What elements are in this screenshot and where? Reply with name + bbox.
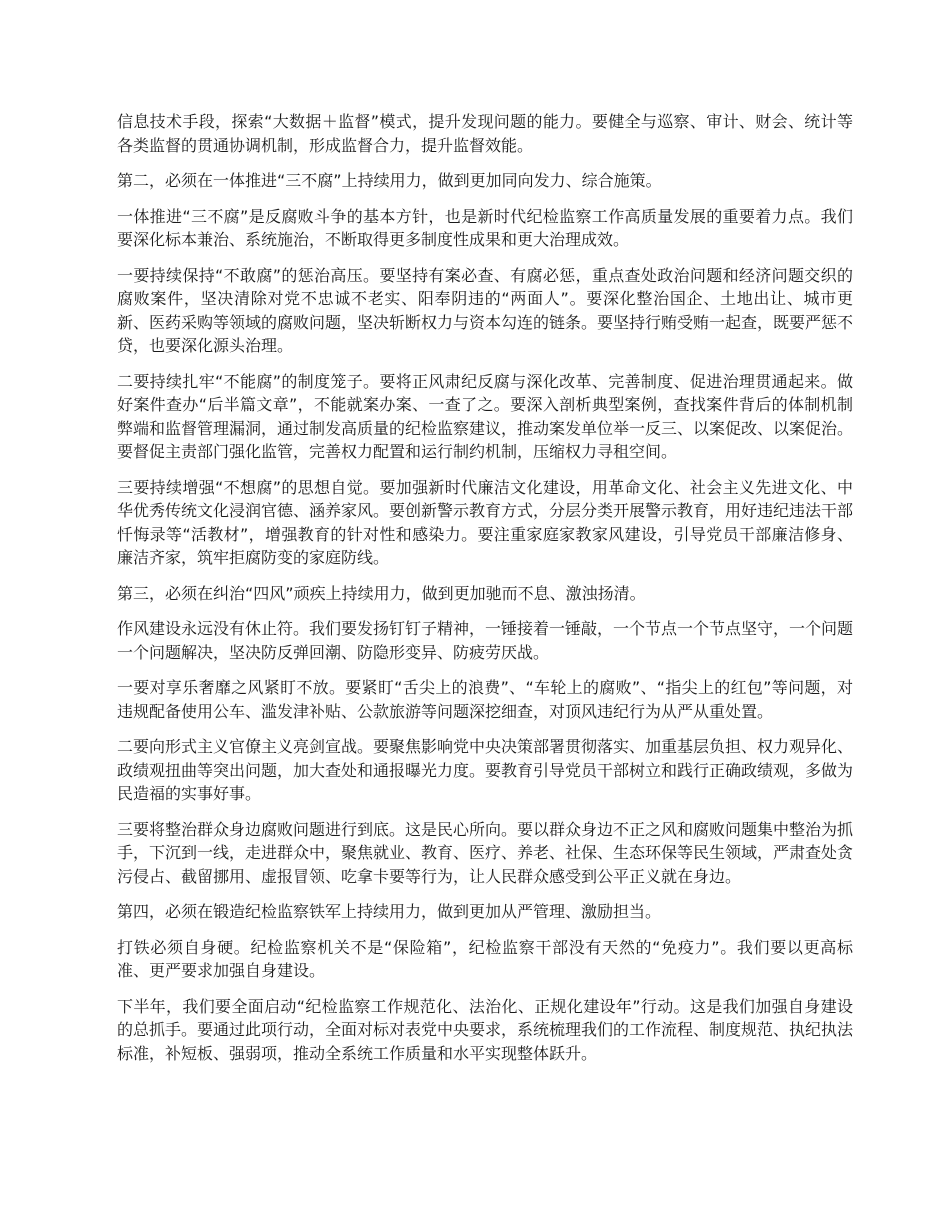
paragraph-1: 信息技术手段，探索“大数据＋监督”模式，提升发现问题的能力。要健全与巡察、审计、财会、统计等各类监督的贯通协调机制，形成监督合力，提升监督效能。 [117, 112, 853, 155]
paragraph-12: 第四，必须在锻造纪检监察铁军上持续用力，做到更加从严管理、激励担当。 [117, 902, 662, 921]
paragraph-14: 下半年，我们要全面启动“纪检监察工作规范化、法治化、正规化建设年”行动。这是我们加强自身建设的总抓手。要通过此项行动，全面对标对表党中央要求，系统梳理我们的工作流程、制度规范、执纪执法标准，补短板、强弱项，推动全系统工作质量和水平实现整体跃升。 [117, 996, 854, 1063]
paragraph-3: 一体推进“三不腐”是反腐败斗争的基本方针，也是新时代纪检监察工作高质量发展的重要着力点。我们要深化标本兼治、系统施治，不断取得更多制度性成果和更大治理成效。 [117, 206, 853, 249]
paragraph-8: 作风建设永远没有休止符。我们要发扬钉钉子精神，一锤接着一锤敲，一个节点一个节点坚守，一个问题一个问题解决，坚决防反弹回潮、防隐形变异、防疲劳厌战。 [117, 619, 854, 662]
paragraph-7: 第三，必须在纠治“四风”顽疾上持续用力，做到更加驰而不息、激浊扬清。 [117, 583, 646, 603]
document-body [117, 110, 853, 1077]
paragraph-6: 三要持续增强“不想腐”的思想自觉。要加强新时代廉洁文化建设，用革命文化、社会主义先进文化、中华优秀传统文化浸润官德、涵养家风。要创新警示教育方式，分层分类开展警示教育，用好违纪违法干部忏悔录等“活教材”，增强教育的针对性和感染力。要注重家庭家教家风建设，引导党员干部廉洁修身、廉洁齐家，筑牢拒腐防变的家庭防线。 [117, 477, 854, 567]
paragraph-11: 三要将整治群众身边腐败问题进行到底。这是民心所向。要以群众身边不正之风和腐败问题集中整治为抓手，下沉到一线，走进群众中，聚焦就业、教育、医疗、养老、社保、生态环保等民生领域，严肃查处贪污侵占、截留挪用、虚报冒领、吃拿卡要等行为，让人民群众感受到公平正义就在身边。 [117, 819, 854, 886]
paragraph-2: 第二，必须在一体推进“三不腐”上持续用力，做到更加同向发力、综合施策。 [117, 171, 662, 190]
paragraph-13: 打铁必须自身硬。纪检监察机关不是“保险箱”，纪检监察干部没有天然的“免疫力”。我们要以更高标准、更严要求加强自身建设。 [117, 937, 853, 980]
paragraph-5: 二要持续扎牢“不能腐”的制度笼子。要将正风肃纪反腐与深化改革、完善制度、促进治理贯通起来。做好案件查办“后半篇文章”，不能就案办案、一查了之。要深入剖析典型案例，查找案件背后的体制机制弊端和监督管理漏洞，通过制发高质量的纪检监察建议，推动案发单位举一反三、以案促改、以案促治。要督促主责部门强化监管，完善权力配置和运行制约机制，压缩权力寻租空间。 [117, 371, 854, 461]
paragraph-10: 二要向形式主义官僚主义亮剑宣战。要聚焦影响党中央决策部署贯彻落实、加重基层负担、权力观异化、政绩观扭曲等突出问题，加大查处和通报曝光力度。要教育引导党员干部树立和践行正确政绩观，多做为民造福的实事好事。 [117, 737, 854, 803]
paragraph-4: 一要持续保持“不敢腐”的惩治高压。要坚持有案必查、有腐必惩，重点查处政治问题和经济问题交织的腐败案件，坚决清除对党不忠诚不老实、阳奉阴违的“两面人”。要深化整治国企、土地出让、城市更新、医药采购等领域的腐败问题，坚决斩断权力与资本勾连的链条。要坚持行贿受贿一起查，既要严惩不贷，也要深化源头治理。 [117, 265, 854, 355]
paragraph-9: 一要对享乐奢靡之风紧盯不放。要紧盯“舌尖上的浪费”、“车轮上的腐败”、“指尖上的红包”等问题，对违规配备使用公车、滥发津补贴、公款旅游等问题深挖细查，对顶风违纪行为从严从重处置。 [117, 678, 853, 721]
